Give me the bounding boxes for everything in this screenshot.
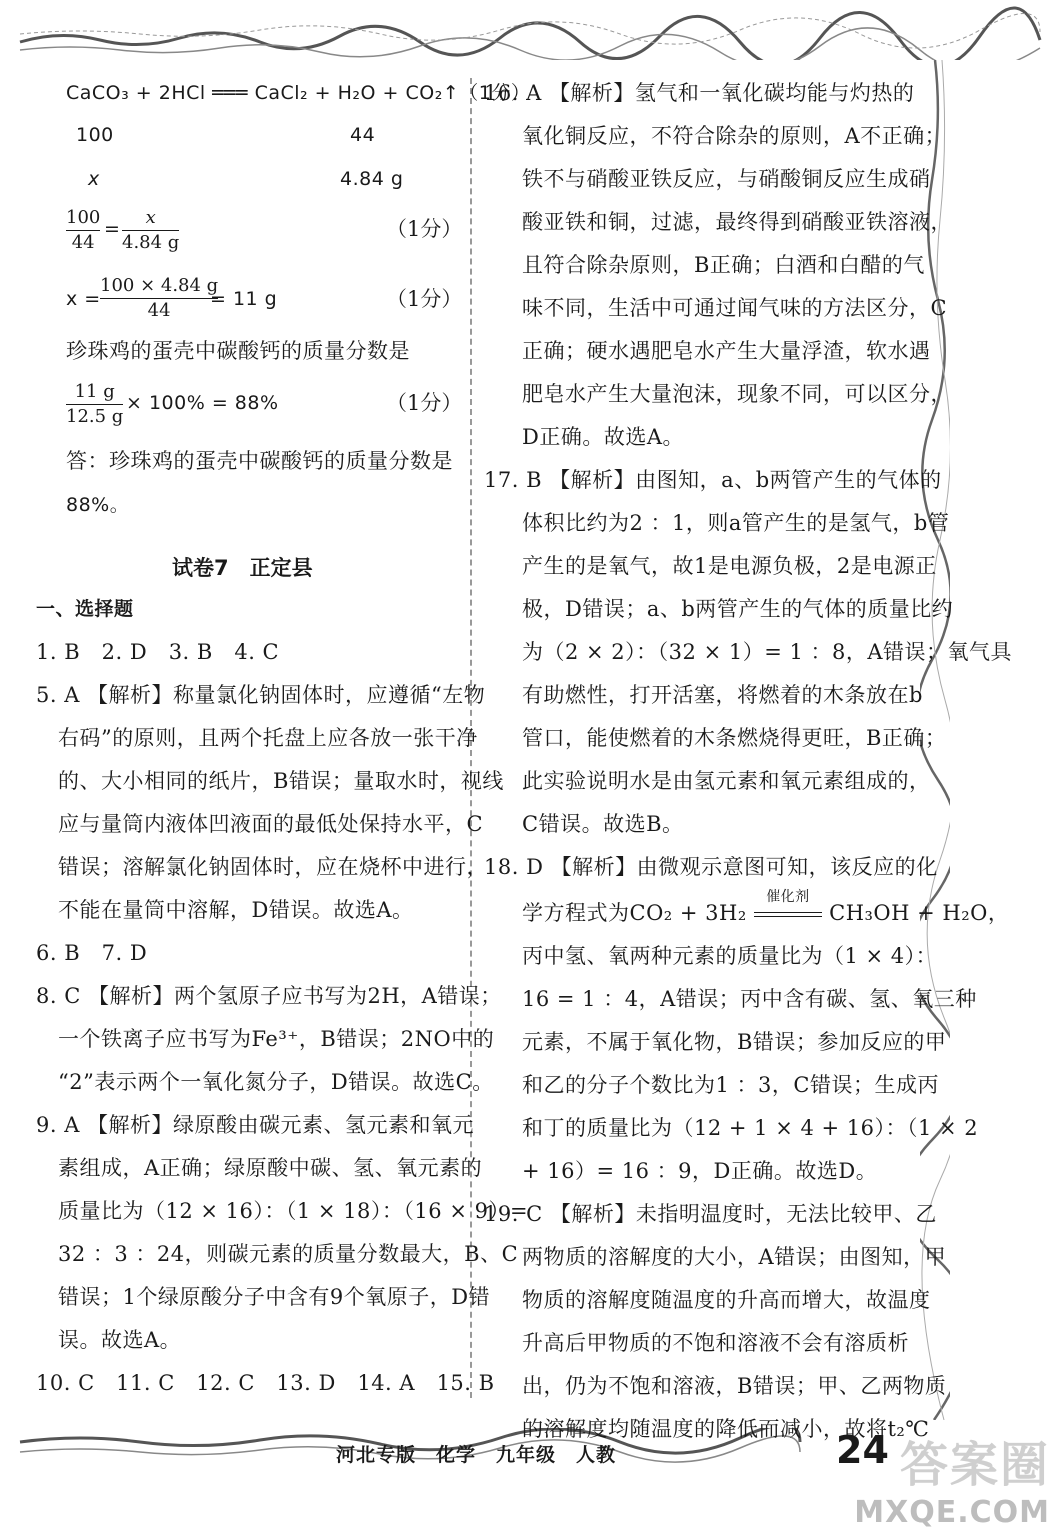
score-mark: （1分） — [386, 391, 463, 415]
score-mark: （1分） — [386, 287, 463, 311]
text-line: 32 ：3 ：24，则碳元素的质量分数最大，B、C — [58, 1242, 519, 1266]
text-line: 物质的溶解度随温度的升高而增大，故温度 — [522, 1288, 931, 1312]
text-line: 肥皂水产生大量泡沫，现象不同，可以区分， — [522, 382, 952, 406]
catalyst-label: 催化剂 — [766, 889, 810, 905]
fraction-calculation — [100, 274, 218, 323]
text-line: 有助燃性，打开活塞，将燃着的木条放在b — [522, 683, 923, 707]
fraction-x-484 — [122, 206, 179, 255]
text-line: 丙中氢、氧两种元素的质量比为（1 × 4）： — [522, 944, 938, 968]
top-decorative-border — [0, 0, 1060, 60]
text-line: 16 = 1 ：4，A错误；丙中含有碳、氢、氧三种 — [522, 987, 977, 1011]
text-line: 产生的是氧气，故1是电源负极，2是电源正 — [522, 554, 937, 578]
text-line: 5. A 【解析】称量氯化钠固体时，应遵循“左物 — [36, 683, 486, 707]
fraction-percent — [66, 380, 123, 429]
text-line: 9. A 【解析】绿原酸由碳元素、氢元素和氧元 — [36, 1113, 475, 1137]
watermark — [854, 1426, 1050, 1530]
answer-line: 答：珍珠鸡的蛋壳中碳酸钙的质量分数是 — [66, 449, 453, 473]
text-line: 不能在量筒中溶解，D错误。故选A。 — [58, 898, 414, 922]
text-line: 错误；溶解氯化钠固体时，应在烧杯中进行， — [58, 855, 488, 879]
text-line: 误。故选A。 — [58, 1328, 182, 1352]
catalyst-arrow — [754, 889, 822, 917]
text-line: + 16）= 16 ：9，D正确。故选D。 — [522, 1159, 878, 1183]
text-line: 右码”的原则，且两个托盘上应各放一张干净 — [58, 726, 478, 750]
text-line: 正确；硬水遇肥皂水产生大量浮渣，软水遇 — [522, 339, 931, 363]
text-line: 错误；1个绿原酸分子中含有9个氧原子，D错 — [58, 1285, 491, 1309]
text-line: 管口，能使燃着的木条燃烧得更旺，B正确； — [522, 726, 947, 750]
answer-line: 88%。 — [66, 494, 130, 516]
text-line: 8. C 【解析】两个氢原子应书写为2H，A错误； — [36, 984, 502, 1008]
text-line: 极，D错误；a、b两管产生的气体的质量比约 — [522, 597, 954, 621]
fraction-numerator: 100 — [66, 207, 101, 228]
fraction-numerator: x — [145, 207, 156, 228]
fraction-denominator: 44 — [147, 300, 171, 321]
text-line: 10. C 11. C 12. C 13. D 14. A 15. B — [36, 1371, 495, 1395]
equation-equals-bar — [754, 912, 822, 917]
text-line: 6. B 7. D — [36, 941, 148, 965]
text-line: 氧化铜反应，不符合除杂的原则，A不正确； — [522, 124, 947, 148]
equation-products: CH₃OH + H₂O， — [829, 901, 1010, 925]
fraction-100-44 — [66, 206, 100, 255]
text-line: 升高后甲物质的不饱和溶液不会有溶质析 — [522, 1331, 909, 1355]
text-line: 19. C 【解析】未指明温度时，无法比较甲、乙 — [484, 1202, 937, 1226]
text-line: 17. B 【解析】由图知，a、b两管产生的气体的 — [484, 468, 942, 492]
equals-sign: = — [104, 218, 121, 240]
fraction-numerator: 100 × 4.84 g — [100, 275, 219, 296]
text-line: 味不同，生活中可通过闻气味的方法区分，C — [522, 296, 948, 320]
equation-line: CaCO₃ + 2HCl ═══ CaCl₂ + H₂O + CO₂↑（1分） — [66, 82, 531, 104]
fraction-denominator: 12.5 g — [66, 406, 124, 427]
equation-row1-b: 44 — [350, 124, 376, 146]
footer-text: 河北专版 化学 九年级 人教 — [336, 1444, 617, 1466]
text-line: 的溶解度均随温度的降低而减小，故将t₂℃ — [522, 1417, 930, 1441]
percent-result: × 100% = 88% — [126, 392, 279, 414]
text-line: 18. D 【解析】由微观示意图可知，该反应的化 — [484, 855, 938, 879]
text-line: 且符合除杂原则，B正确；白酒和白醋的气 — [522, 253, 925, 277]
score-mark: （1分） — [386, 217, 463, 241]
text-line: 一个铁离子应书写为Fe³⁺，B错误；2NO中的 — [58, 1027, 495, 1051]
text-line: 质量比为（12 × 16）：（1 × 18）：（16 × 9）= — [58, 1199, 529, 1223]
text-line: 体积比约为2 ：1，则a管产生的是氢气，b管 — [522, 511, 950, 535]
watermark-line1: 答案圈 — [899, 1437, 1050, 1493]
text-line: 和乙的分子个数比为1 ：3，C错误；生成丙 — [522, 1073, 939, 1097]
fraction-denominator: 4.84 g — [122, 232, 180, 253]
text-line: 两物质的溶解度的大小，A错误；由图知，甲 — [522, 1245, 947, 1269]
text-line: “2”表示两个一氧化氮分子，D错误。故选C。 — [58, 1070, 494, 1094]
text-line: 珍珠鸡的蛋壳中碳酸钙的质量分数是 — [66, 339, 410, 363]
text-line: 元素，不属于氧化物，B错误；参加反应的甲 — [522, 1030, 947, 1054]
text-line: 1. B 2. D 3. B 4. C — [36, 640, 280, 664]
fraction-denominator: 44 — [71, 232, 95, 253]
equation-line — [522, 889, 1010, 928]
text-line: 16. A 【解析】氢气和一氧化碳均能与灼热的 — [484, 81, 915, 105]
section-subtitle: 一、选择题 — [36, 598, 134, 620]
equation-reactants: 学方程式为CO₂ + 3H₂ — [522, 901, 747, 925]
text-line: 和丁的质量比为（12 + 1 × 4 + 16）：（1 × 2 — [522, 1116, 979, 1140]
text-line: C错误。故选B。 — [522, 812, 684, 836]
text-line: 酸亚铁和铜，过滤，最终得到硝酸亚铁溶液， — [522, 210, 952, 234]
equation-row2-b: 4.84 g — [340, 168, 404, 190]
text-line: 素组成，A正确；绿原酸中碳、氢、氧元素的 — [58, 1156, 483, 1180]
equation-row2-a: x — [88, 168, 100, 190]
watermark-line2: MXQE.COM — [854, 1495, 1050, 1530]
page-number: 24 — [836, 1428, 889, 1472]
equation-row1-a: 100 — [76, 124, 114, 146]
section-title: 试卷7 正定县 — [172, 556, 313, 580]
text-line: 铁不与硝酸亚铁反应，与硝酸铜反应生成硝 — [522, 167, 931, 191]
fraction-numerator: 11 g — [74, 381, 115, 402]
text-line: 应与量筒内液体凹液面的最低处保持水平，C — [58, 812, 484, 836]
calculation-result: = 11 g — [210, 288, 278, 310]
text-line: 出，仍为不饱和溶液，B错误；甲、乙两物质 — [522, 1374, 947, 1398]
text-line: 此实验说明水是由氢元素和氧元素组成的， — [522, 769, 931, 793]
text-line: 为（2 × 2）：（32 × 1）= 1 ：8，A错误；氧气具 — [522, 640, 1013, 664]
text-line: 的、大小相同的纸片，B错误；量取水时，视线 — [58, 769, 504, 793]
x-equals: x = — [66, 288, 101, 310]
text-line: D正确。故选A。 — [522, 425, 685, 449]
